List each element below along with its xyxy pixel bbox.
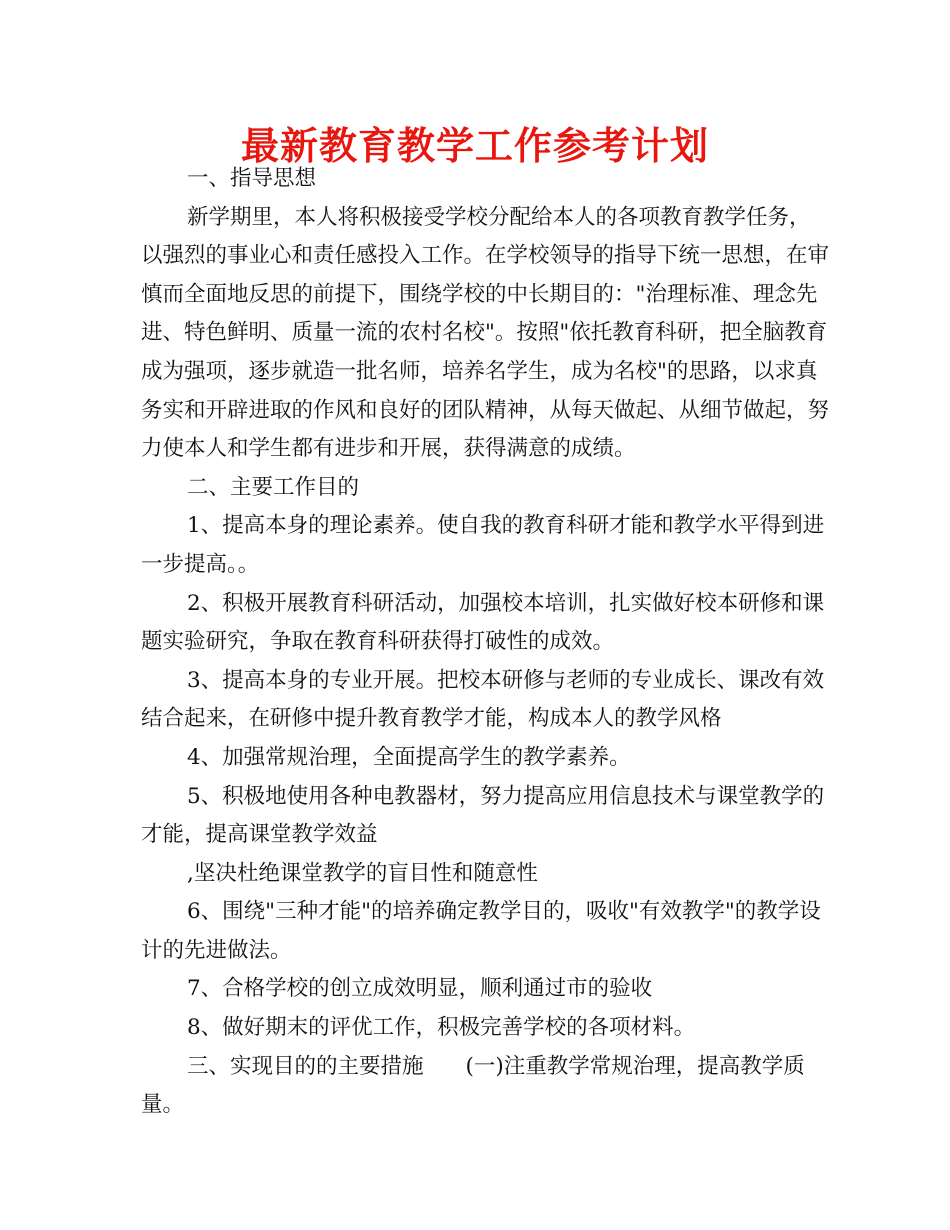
goal-item: 6、围绕"三种才能"的培养确定教学目的，吸收"有效教学"的教学设计的先进做法。 bbox=[141, 899, 821, 963]
document-title: 最新教育教学工作参考计划 bbox=[240, 124, 709, 168]
goal-item: 4、加强常规治理，全面提高学生的教学素养。 bbox=[187, 744, 631, 770]
goal-item: 1、提高本身的理论素养。使自我的教育科研才能和教学水平得到进一步提高。。 bbox=[141, 513, 825, 577]
measure-subheading: (一)注重教学常规治理，提高教学质量。 bbox=[141, 1053, 805, 1118]
section-measures bbox=[141, 1048, 831, 1125]
section-heading-guiding-thought: 一、指导思想 bbox=[187, 166, 317, 191]
goal-item: 5、积极地使用各种电教器材，努力提高应用信息技术与课堂教学的才能，提高课堂教学效益 bbox=[141, 783, 825, 848]
goal-item: 3、提高本身的专业开展。把校本研修与老师的专业成长、课改有效结合起来，在研修中提升教育教学才能，构成本人的教学风格 bbox=[141, 667, 825, 732]
document-body bbox=[141, 160, 831, 1125]
goal-item: 7、合格学校的创立成效明显，顺利通过市的验收 bbox=[187, 976, 653, 1002]
goal-item-continuation: ,坚决杜绝课堂教学的盲目性和随意性 bbox=[187, 860, 538, 886]
goal-item: 8、做好期末的评优工作，积极完善学校的各项材料。 bbox=[187, 1015, 696, 1041]
section-heading-main-goals: 二、主要工作目的 bbox=[187, 474, 360, 500]
paragraph-guiding-thought: 新学期里，本人将积极接受学校分配给本人的各项教育教学任务，以强烈的事业心和责任感投入工作。在学校领导的指导下统一思想，在审慎而全面地反思的前提下，围绕学校的中长期目的："治理标准、理念先进、特色鲜明、质量一流的农村名校"。按照"依托教育科研，把全脑教育成为强项，逐步就造一批名师，培养名学生，成为名校"的思路，以求真务实和开辟进取的作风和良好的团队精神，从每天做起、从细节做起，努力使本人和学生都有进步和开展，获得满意的成绩。 bbox=[141, 204, 830, 462]
section-heading-measures: 三、实现目的的主要措施 bbox=[187, 1053, 424, 1079]
goal-item: 2、积极开展教育科研活动，加强校本培训，扎实做好校本研修和课题实验研究，争取在教育科研获得打破性的成效。 bbox=[141, 590, 825, 655]
